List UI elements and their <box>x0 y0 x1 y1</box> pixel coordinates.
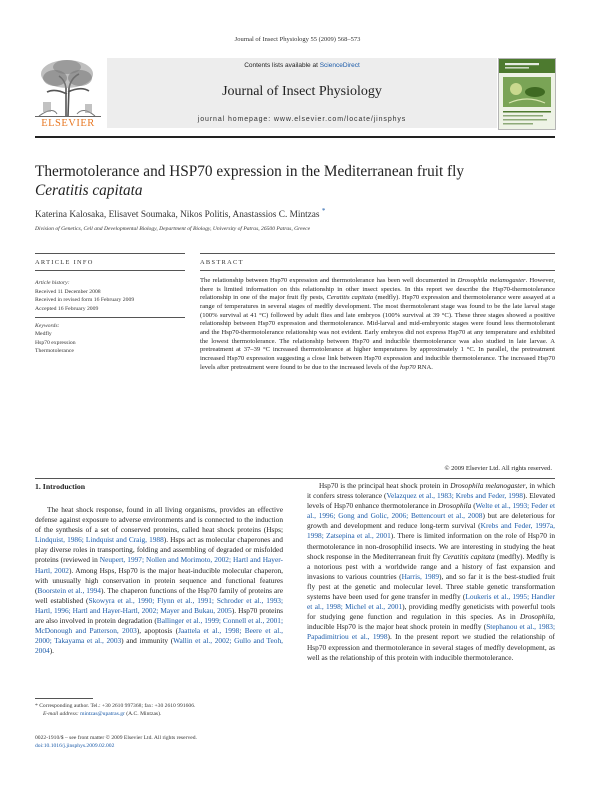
abstract-copyright: © 2009 Elsevier Ltd. All rights reserved. <box>444 465 552 472</box>
body-text-segment: ), and so far it is the best-studied fruit fly pest at the genetic and molecular level. Three stable genetic transformation systems have been used for gene transfer in medfly ( <box>307 571 555 602</box>
section-heading-introduction: 1. Introduction <box>35 482 86 491</box>
history-received: Received 11 December 2008 <box>35 288 101 295</box>
citation-link[interactable]: Welte et al., 1993; Feder et al., 1996; Gong and Golic, 2006; Bettencourt et al., 2008 <box>307 501 555 521</box>
body-text-segment: ). In the present report we studied the relationship of Hsp70 expression and thermotolerance in several stages of medfly development, as well as the relationship of this protein with inducible thermotolerance. <box>307 632 555 662</box>
contents-prefix: Contents lists available at <box>244 62 320 69</box>
citation-link[interactable]: Ballinger et al., 1999; Connell et al., 2001; McDonough and Patterson, 2003 <box>35 616 283 636</box>
article-info-top-rule <box>35 253 185 254</box>
keyword: Medfly <box>35 331 52 338</box>
abstract-segment: . However, there is limited information on this relationship in other insect species. In this report we describe the Hsp70-thermotolerance relationship in one of the major fruit fly pests, <box>200 277 555 302</box>
body-text-segment: ). Elevated levels of Hsp70 enhance thermotolerance in <box>307 491 555 511</box>
abstract-segment: RNA. <box>415 363 433 371</box>
issn-line: 0022-1910/$ – see front matter © 2009 Elsevier Ltd. All rights reserved. <box>35 735 197 741</box>
homepage-label: journal homepage: <box>197 116 274 123</box>
corresponding-author-note: * Corresponding author. Tel.: +30 2610 997368; fax: +30 2610 991606. <box>35 703 196 709</box>
abstract-species-name: Drosophila melanogaster <box>457 277 526 284</box>
body-text-segment: ). Hsp70 proteins are also involved in protein degradation ( <box>35 605 283 626</box>
article-info-heading: ARTICLE INFO <box>35 259 94 266</box>
author-list <box>35 207 555 220</box>
corresponding-author-link[interactable]: * <box>321 207 326 215</box>
history-revised: Received in revised form 16 February 2009 <box>35 297 135 304</box>
body-text-segment: ) and immunity ( <box>121 636 174 646</box>
footnote-rule <box>35 698 93 699</box>
italic-term: Drosophila <box>519 612 554 622</box>
abstract-bottom-rule <box>35 478 555 479</box>
abstract-head-rule <box>200 270 555 271</box>
abstract-segment: The relationship between Hsp70 expression and thermotolerance has been well documented in <box>200 277 458 284</box>
abstract-segment: (medfly). Hsp70 expression and thermotolerance were assayed at a range of temperatures in several stages of medfly development. The most thermotolerant stage was found to be the late larval stage (100% survival at 41 °C) followed by adult flies and late embryos (100% survival at 39 °C). These three stages showed a positive relationship between Hsp70 expression and thermotolerance. Mid-larval and mid-embryonic stages were found less thermotolerant and the Hsp70-thermotolerance relationship was not evident. Early embryos did not express Hsp70 at any temperature and exhibited the lowest thermotolerance. The relationship between Hsp70 and inducible thermotolerance was also studied in late larvae. A pretreatment at 37–39 °C increased thermotolerance at higher temperatures by approximately 1 °C. In parallel, the pretreatment increased Hsp70 expression suggesting a close link between Hsp70 expression and inducible thermotolerance. The increased Hsp70 levels after pretreatment were found to be due to the increased levels of the <box>200 294 555 371</box>
citation-link[interactable]: Skowyra et al., 1990; Flynn et al., 1991; Schroder et al., 1993; Hartl, 1996; Hartl and Hayer-Hartl, 2002; Mayer and Bukau, 2005 <box>35 595 283 615</box>
body-text-segment: ). <box>49 646 54 656</box>
citation-link[interactable]: Wallin et al., 2002; Gullo and Teoh, 2004 <box>35 636 283 656</box>
email-line <box>35 710 283 718</box>
running-citation: Journal of Insect Physiology 55 (2009) 568–573 <box>234 36 361 43</box>
italic-term: Drosophila melanogaster <box>450 481 526 490</box>
citation-link[interactable]: Lindquist, 1986; Lindquist and Craig, 1988 <box>35 535 164 545</box>
keyword: Hsp70 expression <box>35 339 76 346</box>
body-text-segment: ), providing medfly geneticists with powerful tools for studying gene function and regulation in this species. As in <box>307 602 555 622</box>
citation-link[interactable]: Stephanou et al., 1983; Papadimitriou et al., 1998 <box>307 622 555 642</box>
journal-homepage-line <box>107 116 497 123</box>
abstract-top-rule <box>200 253 555 254</box>
corresponding-footnote <box>35 702 283 719</box>
body-text-segment: ), apoptosis ( <box>136 626 179 636</box>
citation-link[interactable]: Loukeris et al., 1995; Handler et al., 1998; Michel et al., 2001 <box>307 592 556 612</box>
email-link[interactable]: mintzas@upatras.gr <box>80 711 125 718</box>
history-label: Article history: <box>35 280 70 286</box>
body-text-segment: ) but are deleterious for growth and development and reduce long-term survival ( <box>307 511 555 531</box>
intro-paragraph-2 <box>307 481 555 663</box>
affiliation: Division of Genetics, Cell and Developmental Biology, Department of Biology, University of Patras, 26500 Patras, Greece <box>35 226 311 232</box>
abstract-species-name: Ceratitis capitata <box>326 294 374 302</box>
journal-cover-image <box>498 58 556 130</box>
keywords-block <box>35 322 185 356</box>
intro-paragraph-1 <box>35 505 283 656</box>
header-rule <box>35 136 555 138</box>
citation-link[interactable]: Neupert, 1997; Nollen and Morimoto, 2002; Hartl and Hayer-Hartl, 2002 <box>35 555 283 575</box>
article-title-main: Thermotolerance and HSP70 expression in the Mediterranean fruit fly <box>35 163 465 180</box>
body-text-segment: ). The chaperon functions of the Hsp70 family of proteins are well established ( <box>35 585 283 605</box>
body-text-segment: Hsp70 is the principal heat shock protein in <box>319 481 451 490</box>
keywords-label: Keywords: <box>35 323 60 329</box>
history-keywords-divider <box>35 317 185 318</box>
body-text-segment: ). There is limited information on the role of Hsp70 in thermotolerance in non-drosophilid insects. We are interesting in studying the heat shock response in the Mediterranean fruit fly <box>307 531 556 561</box>
front-matter <box>35 734 283 751</box>
italic-term: Drosophila <box>438 501 472 511</box>
body-text-segment: The heat shock response, found in all living organisms, provides an effective defense against exposure to adverse environments and is connected to the induction of the synthesis of a set of conserved proteins, called heat shock proteins (Hsps; <box>35 505 283 535</box>
body-column-right <box>307 481 555 663</box>
journal-title: Journal of Insect Physiology <box>222 84 382 99</box>
keyword: Thermotolerance <box>35 348 74 355</box>
email-suffix: (A.C. Mintzas). <box>124 711 162 718</box>
citation-link[interactable]: Boorstein et al., 1994 <box>37 585 101 595</box>
homepage-url-link[interactable]: www.elsevier.com/locate/jinsphys <box>273 116 407 123</box>
citation-link[interactable]: Velazquez et al., 1983; Krebs and Feder, 1998 <box>386 491 523 501</box>
body-text-segment: (medfly). Medfly is a notorious pest with a worldwide range and a history of fast expansion and invasions to various countries ( <box>307 551 555 581</box>
body-text-segment: , in which it confers stress tolerance ( <box>307 481 556 501</box>
body-text-segment: ). Among Hsps, Hsp70 is the major heat-inducible molecular chaperon, with unusually high conservation in protein sequence and functional features ( <box>35 565 283 595</box>
article-info-head-rule <box>35 270 185 271</box>
citation-link[interactable]: Krebs and Feder, 1997a, 1998; Zatsepina et al., 2001 <box>307 521 555 541</box>
body-text-segment: ). Hsps act as molecular chaperones and play diverse roles in transporting, folding and assembling of degraded or misfolded proteins (reviewed in <box>35 535 283 565</box>
article-title <box>35 162 555 200</box>
sciencedirect-link[interactable]: ScienceDirect <box>319 62 360 69</box>
body-text-segment: ( <box>471 501 476 511</box>
email-label: E-mail address: <box>43 711 81 718</box>
abstract-gene-name: hsp70 <box>399 363 416 371</box>
citation-link[interactable]: Harris, 1989 <box>401 571 440 581</box>
abstract-heading: ABSTRACT <box>200 259 244 266</box>
abstract-text <box>200 277 555 372</box>
citation-link[interactable]: Jaattela et al., 1998; Beere et al., 2000; Takayama et al., 2003 <box>35 626 283 646</box>
authors-text: Katerina Kalosaka, Elisavet Soumaka, Nikos Politis, Anastassios C. Mintzas <box>35 210 320 221</box>
contents-available-line <box>107 62 497 69</box>
history-accepted: Accepted 16 February 2009 <box>35 305 99 312</box>
body-column-left <box>35 482 283 656</box>
publisher-wordmark: ELSEVIER <box>41 118 95 129</box>
article-history <box>35 279 185 313</box>
body-text-segment: , inducible Hsp70 is the major heat shock protein in medfly ( <box>307 612 555 632</box>
article-title-species: Ceratitis capitata <box>35 182 143 199</box>
italic-term: Ceratitis capitata <box>442 551 495 561</box>
doi-link[interactable]: doi:10.1016/j.jinsphys.2009.02.002 <box>35 743 115 750</box>
